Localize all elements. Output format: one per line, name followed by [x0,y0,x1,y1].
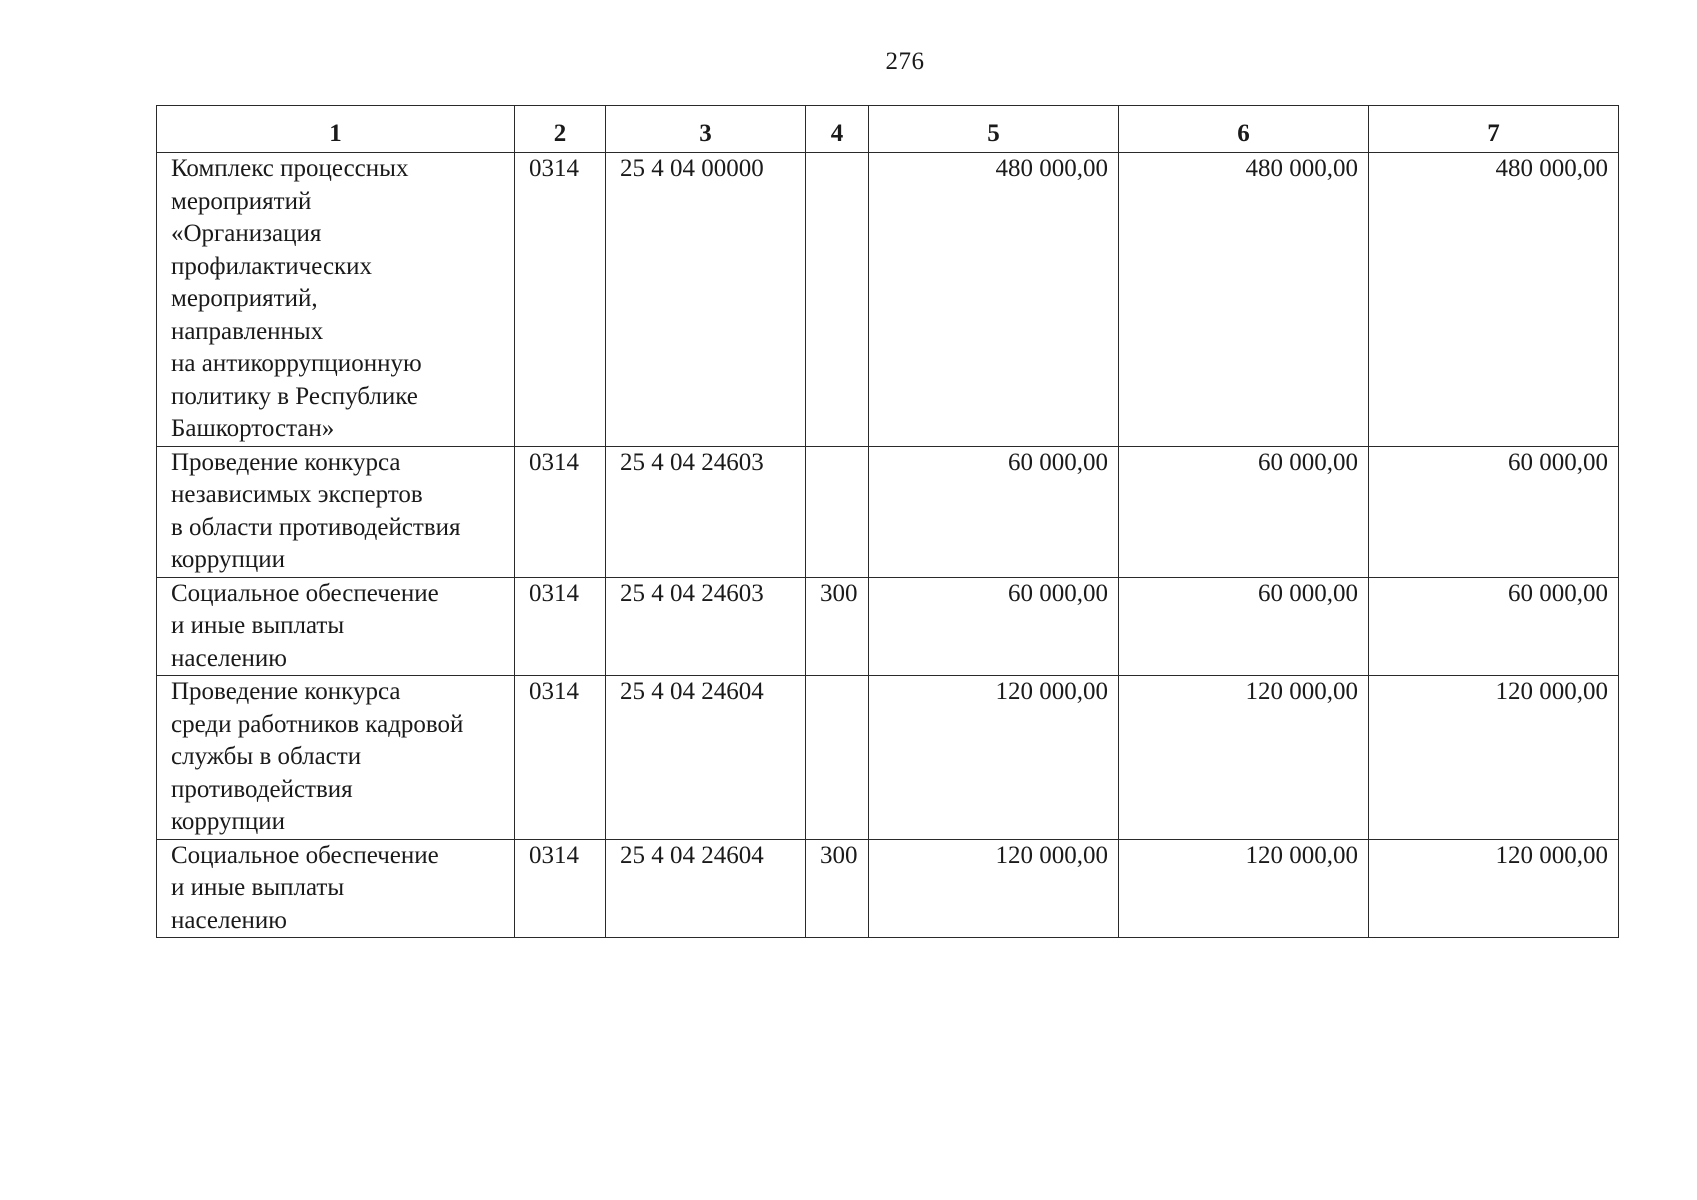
row-name: Проведение конкурса среди работников кадровой службы в области противодействия коррупции [157,676,515,840]
amount-year-3: 120 000,00 [1369,839,1619,938]
expense-type [806,446,869,577]
target-article: 25 4 04 24604 [606,676,806,840]
table-row [157,676,1619,840]
amount-year-1: 480 000,00 [869,153,1119,447]
amount-year-1: 120 000,00 [869,839,1119,938]
column-header-6: 6 [1119,106,1369,153]
column-header-4: 4 [806,106,869,153]
section-code: 0314 [515,676,606,840]
amount-year-1: 60 000,00 [869,577,1119,676]
column-header-5: 5 [869,106,1119,153]
amount-year-1: 120 000,00 [869,676,1119,840]
section-code: 0314 [515,153,606,447]
column-header-1: 1 [157,106,515,153]
expense-type [806,676,869,840]
expense-type: 300 [806,839,869,938]
amount-year-1: 60 000,00 [869,446,1119,577]
page-number: 276 [885,48,925,75]
expense-type [806,153,869,447]
table-row [157,153,1619,447]
target-article: 25 4 04 00000 [606,153,806,447]
amount-year-2: 120 000,00 [1119,839,1369,938]
amount-year-3: 120 000,00 [1369,676,1619,840]
budget-table [156,105,1619,938]
amount-year-2: 60 000,00 [1119,577,1369,676]
amount-year-3: 480 000,00 [1369,153,1619,447]
target-article: 25 4 04 24604 [606,839,806,938]
amount-year-3: 60 000,00 [1369,446,1619,577]
table-row [157,839,1619,938]
column-header-2: 2 [515,106,606,153]
column-header-3: 3 [606,106,806,153]
amount-year-3: 60 000,00 [1369,577,1619,676]
table-header-row [157,106,1619,153]
amount-year-2: 60 000,00 [1119,446,1369,577]
row-name: Комплекс процессных мероприятий «Организация профилактических мероприятий, направленных на антикоррупционную политику в Республике Башкортостан» [157,153,515,447]
expense-type: 300 [806,577,869,676]
section-code: 0314 [515,446,606,577]
row-name: Социальное обеспечение и иные выплаты населению [157,839,515,938]
section-code: 0314 [515,839,606,938]
column-header-7: 7 [1369,106,1619,153]
table-row [157,446,1619,577]
table-row [157,577,1619,676]
row-name: Проведение конкурса независимых экспертов в области противодействия коррупции [157,446,515,577]
amount-year-2: 480 000,00 [1119,153,1369,447]
amount-year-2: 120 000,00 [1119,676,1369,840]
target-article: 25 4 04 24603 [606,577,806,676]
target-article: 25 4 04 24603 [606,446,806,577]
row-name: Социальное обеспечение и иные выплаты населению [157,577,515,676]
section-code: 0314 [515,577,606,676]
